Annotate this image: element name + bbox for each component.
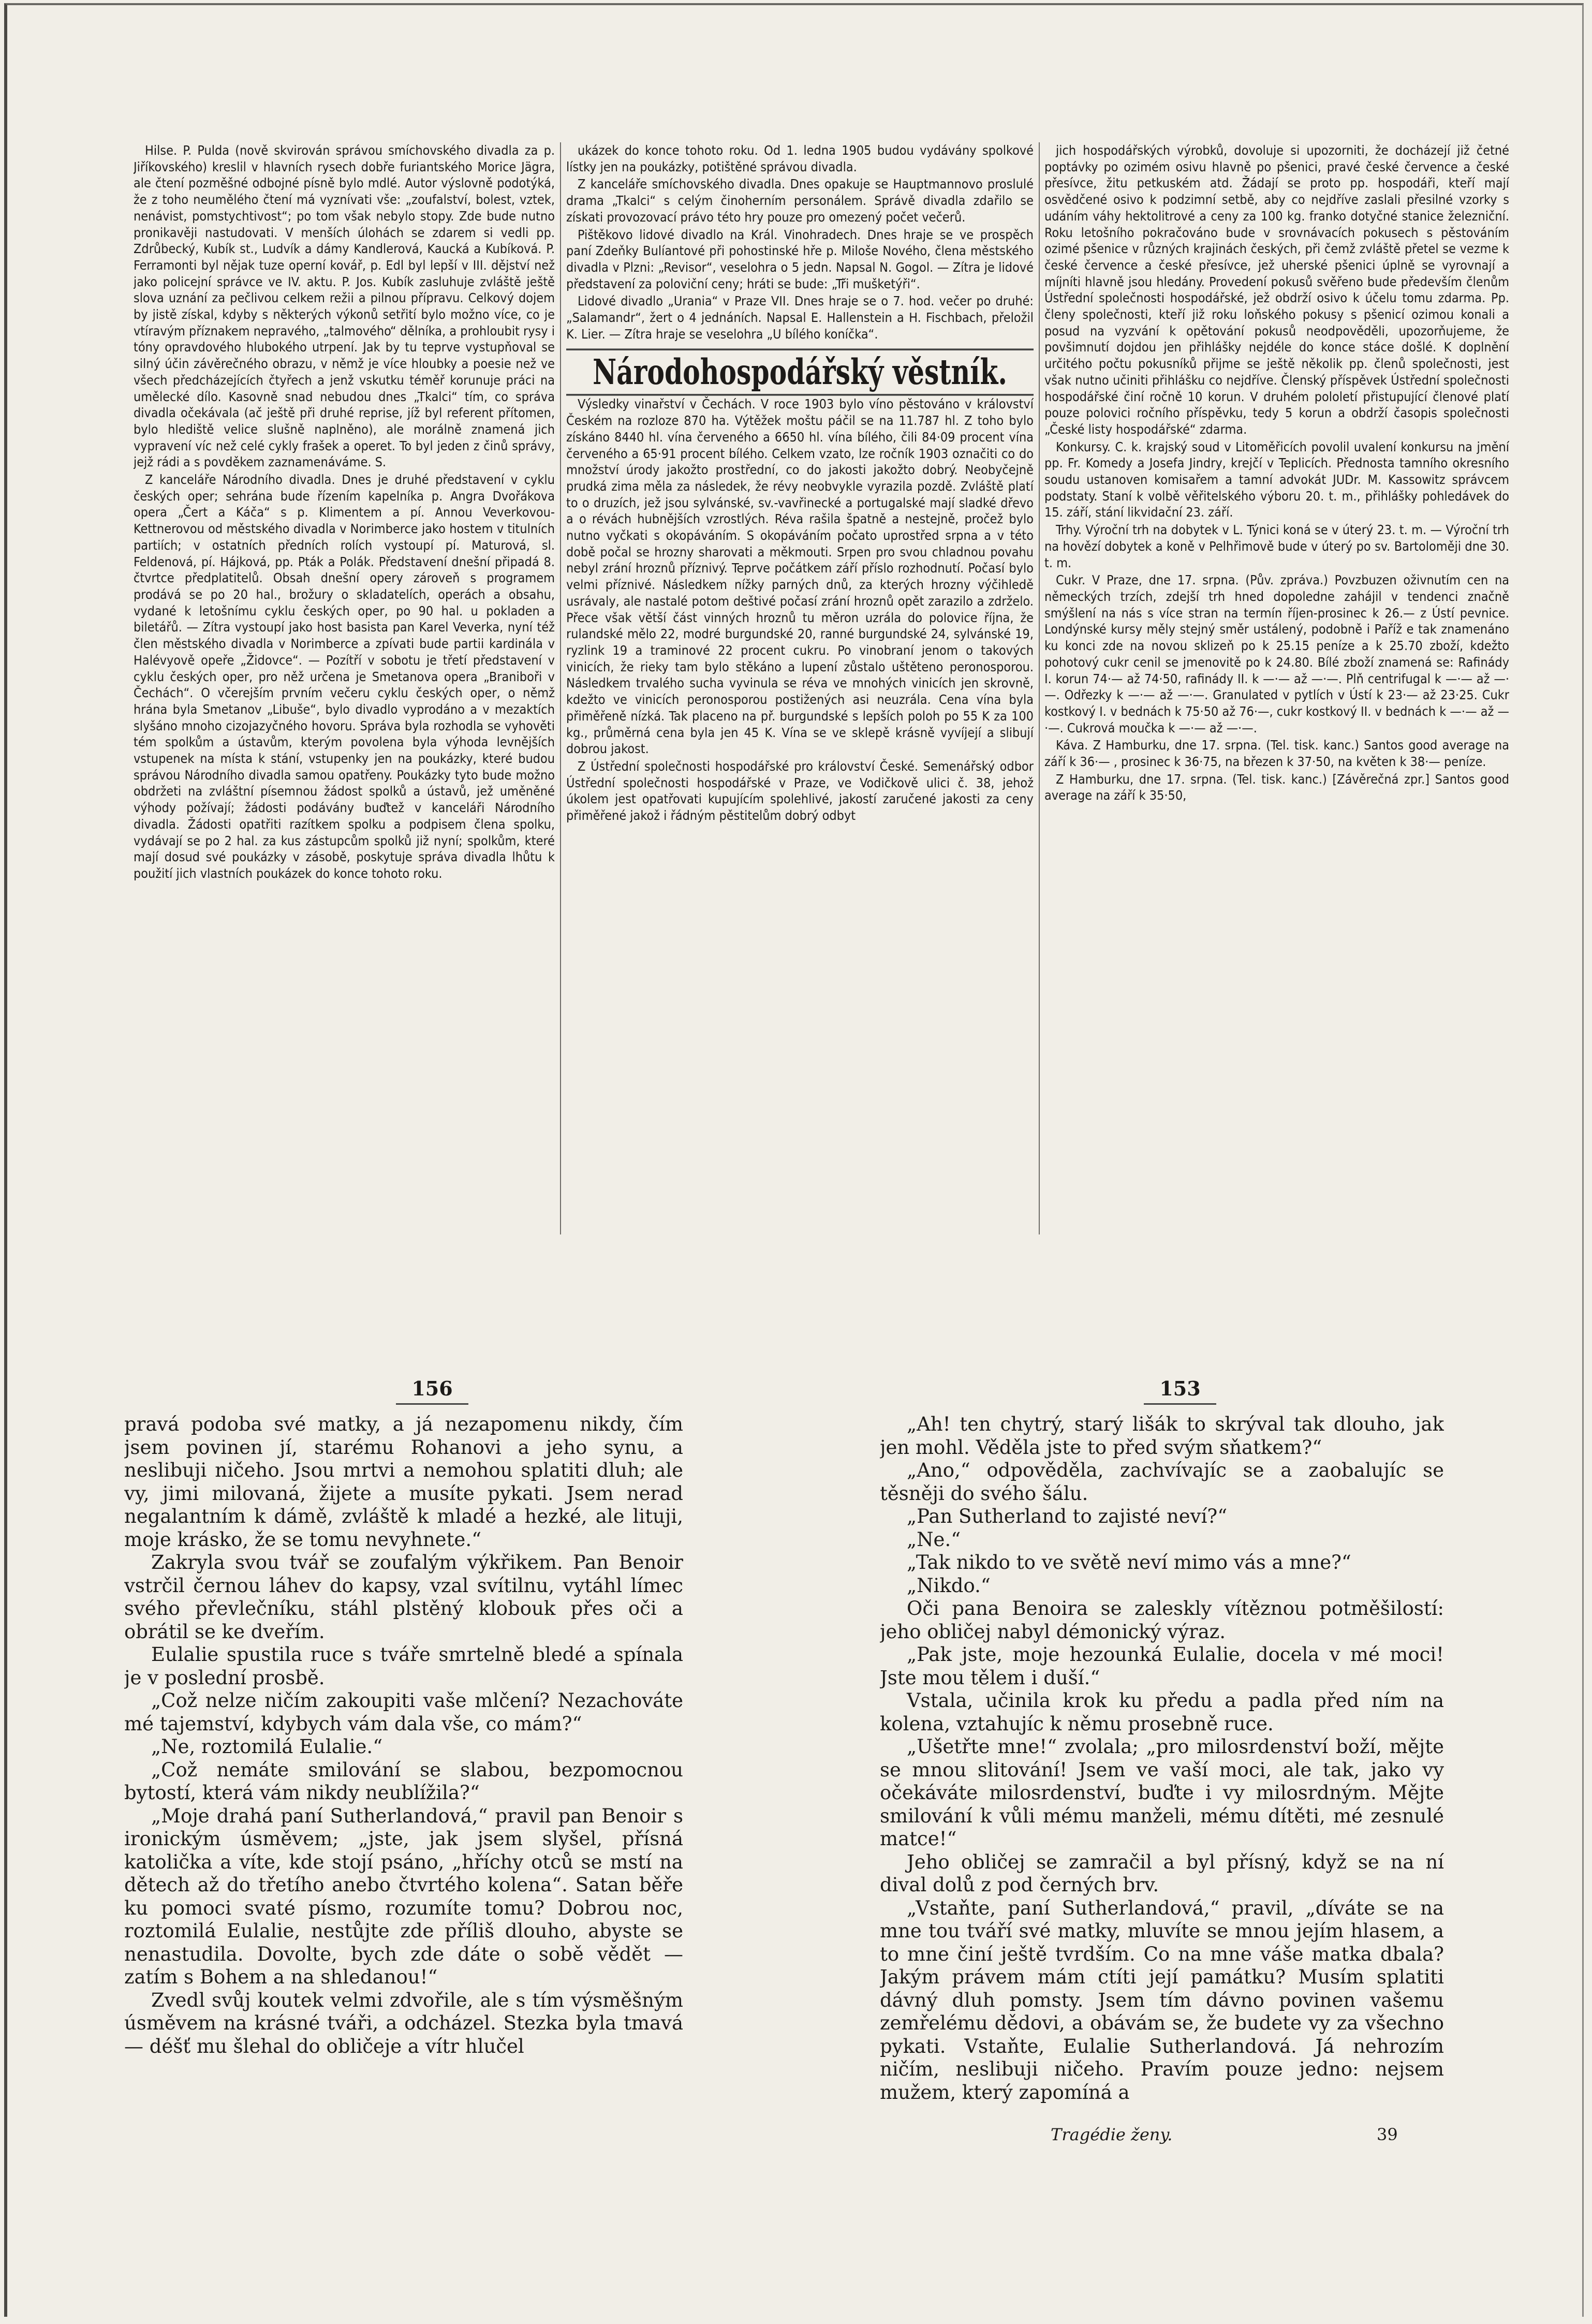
- novel-paragraph: Oči pana Benoira se zaleskly vítěznou potměšilostí: jeho obličej nabyl démonický výraz.: [880, 1597, 1444, 1643]
- column-rule: [1039, 142, 1040, 1234]
- novel-paragraph: Zakryla svou tvář se zoufalým výkřikem. Pan Benoir vstrčil černou láhev do kapsy, vzal svítilnu, vytáhl límec svého převlečníku, stáhl plstěný klobouk přes oči a obrátil se ke dveřím.: [124, 1551, 683, 1643]
- newspaper-column-3: [1044, 142, 1509, 1234]
- novel-paragraph: Eulalie spustila ruce s tváře smrtelně bledé a spínala je v poslední prosbě.: [124, 1643, 683, 1689]
- article-national-theatre: Z kanceláře Národního divadla. Dnes je druhé představení v cyklu českých oper; sehrána bude řízením kapelníka p. Angra Dvořákova opera „Čert a Káča“ s p. Klimentem a pí. Annou Veverkovou-Kettnerovou od městského divadla v Norimberce jako hostem v titulních partiích; v ostatních předních rolích vystoupí pí. Maturová, sl. Feldenová, pí. Hájková, pp. Pták a Polák. Představení dnešní připadá 8. čtvrtce předplatitelů. Obsah dnešní opery zároveň s programem prodává se po 20 hal., brožury o skladatelích, operách a obsahu, vydané k letošnímu cyklu českých oper, po 90 hal. u pokladen a biletářů. — Zítra vystoupí jako host basista pan Karel Veverka, nyní též člen městského divadla v Norimberce a zpívati bude partii kardinála v Halévyově opeře „Židovce“. — Pozítří v sobotu je třetí představení v cyklu českých oper, pro něž určena je Smetanova opera „Braniboři v Čechách“. O včerejším prvním večeru cyklu českých oper, o němž hrána byla Smetanov „Libuše“, bylo divadlo vyprodáno a v mezaktích slyšáno mnoho cizojazyčného hovoru. Správa byla rozhodla se vyhověti tém spolkům a ústavům, kterým povolena byla výhoda levnějších vstupenek na místa k stání, vstupenky jen na poukázky, které budou správou Národního divadla samou opatřeny. Poukázky tyto bude možno obdržeti na zvláštní písemnou žádost spolků a ústavů, jež uměněné výhody požívají; žádosti podávány buďtež v kanceláři Národního divadla. Žádosti opatřiti razítkem spolku a podpisem člena spolku, vydávají se po 2 hal. za kus zástupcům spolků již nyní; spolkům, které mají dosud své poukázky v zásobě, poskytuje správa divadla lhůtu k použití jich vlastních poukázek do konce tohoto roku.: [134, 472, 555, 881]
- article-coffee: Káva. Z Hamburku, dne 17. srpna. (Tel. tisk. kanc.) Santos good average na září k 36·— , prosinec k 36·75, na březen k 37·50, na květen k 38·— peníze.: [1044, 738, 1509, 770]
- article-pistek-theatre: Pištěkovo lidové divadlo na Král. Vinohradech. Dnes hraje se ve prospěch paní Zdeňky Bulíantové při pohostinské hře p. Miloše Nového, člena městského divadla v Plzni: „Revisor“, veselohra o 5 jedn. Napsal N. Gogol. — Zítra je lidové představení za poloviční ceny; hráti se bude: „Tři mušketýři“.: [566, 227, 1034, 291]
- novel-paragraph: „Ah! ten chytrý, starý lišák to skrýval tak dlouho, jak jen mohl. Věděla jste to před svým sňatkem?“: [880, 1413, 1444, 1459]
- novel-paragraph: „Ano,“ odpověděla, zachvívajíc se a zaobalujíc se těsněji do svého šálu.: [880, 1459, 1444, 1505]
- article-coffee-closing: Z Hamburku, dne 17. srpna. (Tel. tisk. kanc.) [Závěrečná zpr.] Santos good average na září k 35·50,: [1044, 771, 1509, 803]
- article-urania-theatre: Lidové divadlo „Urania“ v Praze VII. Dnes hraje se o 7. hod. večer po druhé: „Salamandr“, žert o 4 jednáních. Napsal E. Hallenstein a H. Fischbach, přeložil K. Lier. — Zítra hraje se veselohra „U bílého koníčka“.: [566, 293, 1034, 342]
- novel-paragraph: „Ne, roztomilá Eulalie.“: [151, 1735, 383, 1758]
- article-seed-notice: jich hospodářských výrobků, dovoluje si upozorniti, že docházejí již četné poptávky po ozimém osivu hlavně po pšenici, pravé české července a české přesívce, žitu petkuském atd. Žádají se proto pp. hospodáři, kteří mají osvědčené osivo k podzimní setbě, aby co nejdříve zaslali přesilné vzorky s udáním váhy hektolitrové a ceny za 100 kg. franko dotyčné stanice železniční. Roku letošního pokračováno bude v srovnávacích pokusech s pěstováním ozimé pšenice v různých krajinách českých, při čemž zvláště přetel se vezme k české července a české přesívce, jež uherské pšenici úplně se vyrovnají a míjníti hlavně jsou hledány. Provedení pokusů svěřeno bude především členům Ústřední společnosti hospodářské, jež obdrží osivo k účelu tomu zdarma. Pp. členy společnosti, kteří již roku loňského pokusy s pšenicí ozimou konali a posud na vyzvání k opětování pokusů neodpověděli, upozorňujeme, že povšimnutí dojdou jen přihlášky nejdéle do konce stáce došlé. K doplnění určitého počtu pokusníků přijme se ještě několik pp. členů společnosti, jest však nutno učiniti přihlášku co nejdříve. Členský příspěvek Ústřední společnosti hospodářské činí ročně 10 korun. V druhém pololetí přistupující členové platí pouze polovici ročního příspěvku, tedy 5 korun a obdrží časopis společnosti „České listy hospodářské“ zdarma.: [1044, 143, 1509, 437]
- novel-paragraph: „Což nelze ničím zakoupiti vaše mlčení? Nezachováte mé tajemství, kdybych vám dala vše, co mám?“: [124, 1689, 683, 1735]
- novel-paragraph: „Pan Sutherland to zajisté neví?“: [907, 1505, 1228, 1527]
- novel-page-left: [124, 1413, 683, 2122]
- page-number-right: 153: [1144, 1377, 1216, 1405]
- section-heading: Národohospodářský věstník.: [566, 349, 1034, 396]
- novel-paragraph: Vstala, učinila krok ku předu a padla před ním na kolena, vztahujíc k němu prosebně ruce.: [880, 1689, 1444, 1735]
- article-continuation: ukázek do konce tohoto roku. Od 1. ledna 1905 budou vydávány spolkové lístky jen na poukázky, potištěné správou divadla.: [566, 143, 1034, 174]
- newspaper-column-1: [134, 142, 555, 1234]
- page-number-left: 156: [396, 1377, 468, 1405]
- article-agricultural-society: Z Ústřední společnosti hospodářské pro království České. Semenářský odbor Ústřední společnosti hospodářské v Praze, ve Vodičkově ulici č. 38, jehož úkolem jest opatřovati kupujícím spolehlivé, jakostí zaručené jakosti za ceny přiměřené jakož i řádným pěstitelům dobrý odbyt: [566, 758, 1034, 823]
- novel-paragraph: „Ne.“: [907, 1528, 961, 1551]
- article-viticulture: Výsledky vinařství v Čechách. V roce 1903 bylo víno pěstováno v království Českém na rozloze 870 ha. Výtěžek moštu páčil se na 11.787 hl. Z toho bylo získáno 8440 hl. vína červeného a 6650 hl. vína bílého, čili 84·09 procent vína červeného a 65·91 procent bílého. Celkem vzato, lze ročník 1903 označiti co do množství úrody jakožto prostřední, co do jakosti jakožto dobrý. Neobyčejně prudká zima měla za následek, že révy neobvykle vyrazila pozdě. Zvláště platí to o druzích, jež jsou sylvánské, sv.-vavřinecké a portugalské mají sladké dřevo a o révách hubnějších vzrostlých. Réva rašila špatně a nestejně, pročež bylo nutno vyčkati s okopáváním. S okopáváním počato uprostřed srpna a v této době počal se hrozny sharovati a měkmouti. Srpen pro svou chladnou povahu nebyl zrání hroznů příznivý. Teprve počátkem září příslo rozhodnutí. Počasí bylo velmi příznivé. Následkem nížky parných dnů, za kterých hrozny výčihledě usrávaly, ale nastalé potom deštivé počasí zrání hroznů opět zarazilo a zdrželo. Přece však větší část vinných hroznů tu měron uzrála do polovice října, že rulandské mělo 22, modré burgundské 20, ranné burgundské 24, sylvánské 19, ryzlink 19 a traminové 22 procent cukru. Po vinobraní jenom o takových vinicích, že rieky tam bylo stěkáno a lupení zůstalo uštěteno peronosporou. Následkem trvalého sucha vyvinula se réva ve mnohých vinicích jen skrovně, kdežto ve vinicích peronosporou postižených asi neuzrála. Cena vína byla přiměřeně nízká. Tak placeno na př. burgundské s lepších poloh po 55 K za 100 kg., průměrná cena byla jen 45 K. Vína se ve sklepě krásně vyvíjejí a slibují dobrou jakost.: [566, 396, 1034, 757]
- novel-paragraph: „Tak nikdo to ve světě neví mimo vás a mne?“: [907, 1551, 1351, 1573]
- running-footer-number: 39: [1377, 2125, 1398, 2144]
- novel-paragraph: „Ušetřte mne!“ zvolala; „pro milosrdenství boží, mějte se mnou slitování! Jsem ve vaší moci, ale tak, jako vy očekáváte milosrdenství, buďte i vy milosrdným. Mějte smilování k vůli mému manželi, mému dítěti, mé zesnulé matce!“: [880, 1735, 1444, 1850]
- article-sugar: Cukr. V Praze, dne 17. srpna. (Pův. zpráva.) Povzbuzen oživnutím cen na německých trzích, zdejší trh hned dopoledne zahájil v tendenci značně smýšlení na nás s více stran na termín říjen-prosinec k 26.— z Ústí pevnice. Londýnské kursy měly stejný směr ustálený, podobně i Paříž e tak znamenáno ku konci zde na novou sklizeň po k 25.15 peníze a k 25.70 zboží, kdežto pohotový cukr cenil se jmenovitě po k 24.80. Bílé zboží znamená se: Rafinády I. korun 74·— až 74·50, rafinády II. k —·— až —·—. Plň centrifugal k —·— až —·—. Odřezky k —·— až —·—. Granulated v pytlích v Ústí k 23·— až 23·25. Cukr kostkový I. v bednách k 75·50 až 76·—, cukr kostkový II. v bednách k —·— až —·—. Cukrová moučka k —·— až —·—.: [1044, 572, 1509, 736]
- article-smichov-theatre: Z kanceláře smíchovského divadla. Dnes opakuje se Hauptmannovo proslulé drama „Tkalci“ s celým činoherním personálem. Správě divadla zdařilo se získati provozovací právo této hry pouze pro omezený počet večerů.: [566, 176, 1034, 225]
- article-theatre-review: Hilse. P. Pulda (nově skvirován správou smíchovského divadla za p. Jiříkovského) kreslil v hlavních rysech dobře furiantského Morice Jägra, ale čtení pozměšné odbojné písně bylo mdlé. Autor výslovně podotýká, že z toho neumělého čtení má vyznívati vše: „zoufalství, bolest, vztek, nenávist, pomstychtivost“; po tom však nebylo stopy. Zde bude nutno pronikavěji nastudovati. V menších úlohách se zdarem si vedli pp. Zdrůbecký, Kubík st., Ludvík a dámy Kandlerová, Kaucká a Kubíková. P. Ferramonti byl nějak tuze operní kovář, p. Edl byl lepší v III. dějství než jako policejní správce ve IV. aktu. P. Jos. Kubík zasluhuje zvláště ještě slova uznání za pečlivou celkem režii a pilnou přípravu. Celkový dojem by jistě získal, kdyby s některých výkonů setřití bylo možno více, co je vtíravým příznakem nepravého, „talmového“ dělníka, a prohloubit rysy i tóny opravdového hlubokého utrpení. Jak by tu teprve vystupňoval se silný účin závěrečného obrazu, v němž je více hloubky a poesie než ve všech předcházejících čtyřech a jenž vskutku téměř korunuje práci na umělecké dílo. Kasovně snad nebudou dnes „Tkalci“ tím, co správa divadla očekávala (ač ještě při druhé reprise, jíž byl referent přítomen, bylo hlediště velice slušně naplněno), ale morálně znamená jich vypravení víc než celé cykly frašek a operet. To byl jeden z činů správy, jejž rádi a s povděkem zaznamenáváme. S.: [134, 143, 555, 470]
- novel-paragraph: Jeho obličej se zamračil a byl přísný, když se na ní dival dolů z pod černých brv.: [880, 1850, 1444, 1896]
- novel-paragraph: „Což nemáte smilování se slabou, bezpomocnou bytostí, která vám nikdy neublížila?“: [124, 1758, 683, 1804]
- novel-paragraph: „Moje drahá paní Sutherlandová,“ pravil pan Benoir s ironickým úsměvem; „jste, jak jsem slyšel, přísná katolička a víte, kde stojí psáno, „hříchy otců se mstí na dětech až do třetího anebo čtvrtého kolena“. Satan běře ku pomoci svaté písmo, rozumíte tomu? Dobrou noc, roztomilá Eulalie, nestůjte zde příliš dlouho, abyste se nenastudila. Dovolte, bych zde dáte o sobě vědět — zatím s Bohem a na shledanou!“: [124, 1804, 683, 1988]
- article-markets: Trhy. Výroční trh na dobytek v L. Týnici koná se v úterý 23. t. m. — Výroční trh na hovězí dobytek a koně v Pelhřimově bude v úterý po sv. Bartoloměji dne 30. t. m.: [1044, 522, 1509, 570]
- novel-paragraph: pravá podoba své matky, a já nezapomenu nikdy, čím jsem povinen jí, starému Rohanovi a jeho synu, a neslibuji ničeho. Jsou mrtvi a nemohou splatiti dluh; ale vy, jimi milovaná, žijete a musíte pykati. Jsem nerad negalantním k dámě, zvláště k mladé a hezké, ale lituji, moje krásko, že se tomu nevyhnete.“: [124, 1413, 683, 1551]
- running-footer-title: Tragédie ženy.: [1051, 2125, 1173, 2144]
- novel-paragraph: Zvedl svůj koutek velmi zdvořile, ale s tím výsměšným úsměvem na krásné tváři, a odcházel. Stezka byla tmavá — déšť mu šlehal do obličeje a vítr hlučel: [124, 1989, 683, 2057]
- newspaper-column-2: [566, 142, 1034, 1234]
- novel-paragraph: „Vstaňte, paní Sutherlandová,“ pravil, „díváte se na mne tou tváří své matky, mluvíte se mnou jejím hlasem, a to mne činí ještě tvrdším. Co na mne váše matka dbala? Jakým právem mám ctíti její památku? Musím splatiti dávný dluh pomsty. Jsem tím dávno povinen vašemu zemřelému dědovi, a obávám se, že budete vy za všechno pykati. Vstaňte, Eulalie Sutherlandová. Já nehrozím ničím, neslibuji ničeho. Pravím pouze jedno: nejsem mužem, který zapomíná a: [880, 1896, 1444, 2104]
- article-bankruptcies: Konkursy. C. k. krajský soud v Litoměřicích povolil uvalení konkursu na jmění pp. Fr. Komedy a Josefa Jindry, krejčí v Teplicích. Přednosta tamního okresního soudu ustanoven komisařem a tamní advokát JUDr. M. Kassowitz správcem podstaty. Staní k volbě věřitelského výboru 20. t. m., přihlášky pohledávek do 15. září, stání likvidační 23. září.: [1044, 439, 1509, 520]
- column-rule: [560, 142, 561, 1234]
- novel-paragraph: „Pak jste, moje hezounká Eulalie, docela v mé moci! Jste mou tělem i duší.“: [880, 1643, 1444, 1689]
- novel-page-right: [880, 1413, 1444, 2122]
- novel-paragraph: „Nikdo.“: [907, 1574, 991, 1597]
